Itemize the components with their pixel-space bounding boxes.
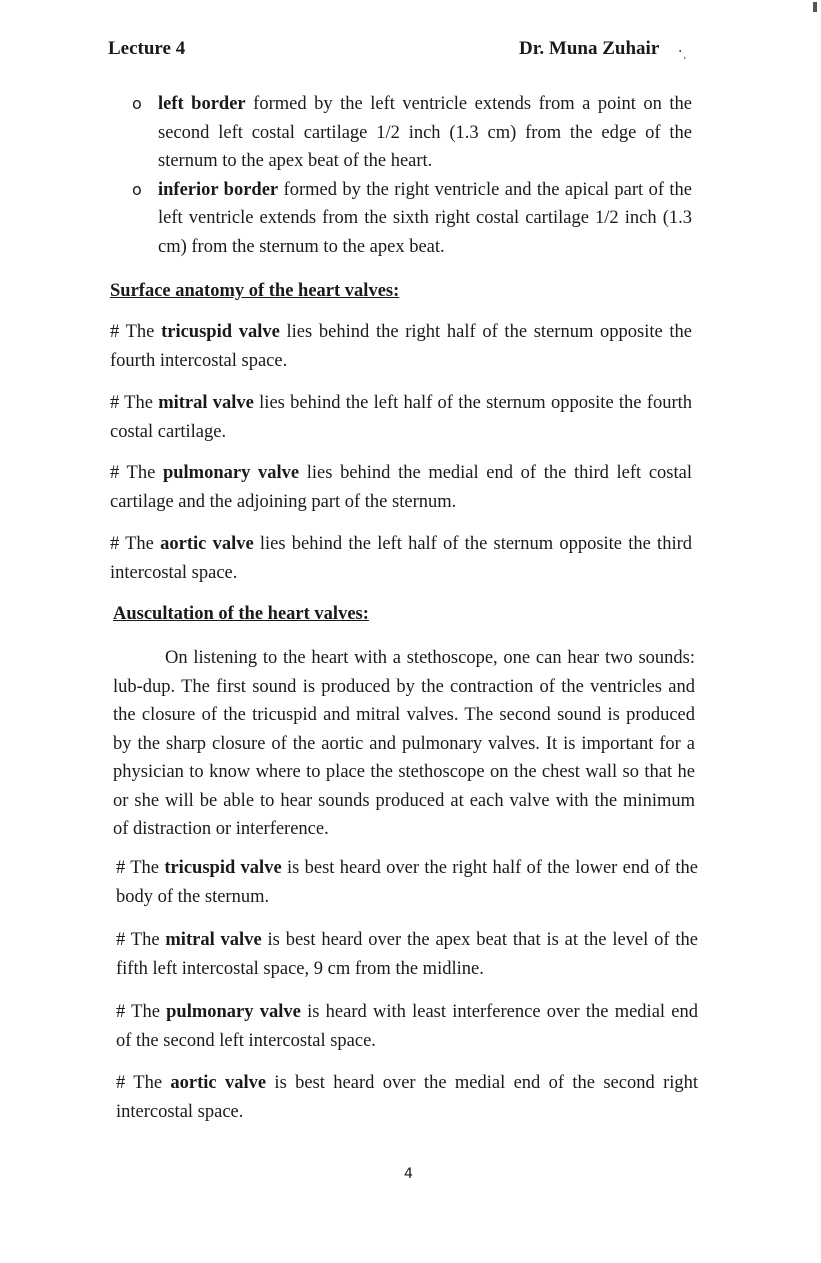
item-text: lies behind the medial end of the third left costal cartilage and the adjoining part of the sternum. — [110, 463, 692, 512]
surface-item-aortic — [110, 530, 692, 587]
auscultation-item-pulmonary — [116, 998, 698, 1055]
auscultation-item-mitral — [116, 926, 698, 983]
item-prefix: # The — [116, 858, 165, 878]
item-term: pulmonary valve — [166, 1002, 301, 1022]
author-name: Dr. Muna Zuhair — [519, 38, 660, 59]
surface-item-tricuspid — [110, 318, 692, 375]
item-text: is best heard over the medial end of the second right intercostal space. — [116, 1073, 699, 1122]
item-term: mitral valve — [165, 930, 262, 950]
bullet-marker: o — [132, 94, 142, 113]
auscultation-item-aortic — [116, 1069, 698, 1126]
item-term: pulmonary valve — [162, 463, 300, 483]
bullet-marker: o — [132, 179, 142, 199]
surface-item-mitral — [110, 389, 692, 446]
bullet-item-left-border — [130, 90, 692, 176]
item-term: tricuspid valve — [161, 322, 280, 342]
bullet-item-inferior-border — [130, 176, 692, 262]
bullet-term: inferior border — [158, 179, 279, 200]
item-term: mitral valve — [158, 393, 254, 413]
auscultation-intro: On listening to the heart with a stethoscope, one can hear two sounds: lub-dup. The first sound is produced by the contraction of the ventricles and the closure of the tricuspid and mitral valves. The second sound is produced by the sharp closure of the aortic and pulmonary valves. It is important for a physician to know where to place the stethoscope on the chest wall so that he or she will be able to hear sounds produced at each valve with the minimum of distraction or interference. — [113, 648, 695, 839]
item-prefix: # The — [116, 1002, 167, 1022]
item-term: aortic valve — [160, 534, 254, 554]
lecture-label: Lecture 4 — [108, 38, 186, 59]
item-text: lies behind the right half of the sternum opposite the fourth intercostal space. — [110, 322, 693, 371]
item-term: tricuspid valve — [164, 858, 282, 878]
item-prefix: # The — [110, 463, 163, 483]
item-text: is heard with least interference over the medial end of the second left intercostal space. — [116, 1002, 698, 1051]
item-text: is best heard over the right half of the lower end of the body of the sternum. — [116, 858, 698, 907]
item-text: lies behind the left half of the sternum opposite the third intercostal space. — [110, 534, 692, 583]
auscultation-heading: Auscultation of the heart valves: — [113, 604, 369, 624]
item-prefix: # The — [110, 534, 161, 554]
item-prefix: # The — [110, 322, 162, 342]
surface-anatomy-heading: Surface anatomy of the heart valves: — [110, 281, 400, 301]
scan-corner-mark — [813, 2, 817, 12]
item-term: aortic valve — [170, 1073, 267, 1093]
page-number: 4 — [404, 1166, 413, 1182]
item-prefix: # The — [116, 930, 166, 950]
header-mark: ‧ˌ — [678, 45, 688, 60]
bullet-text: formed by the left ventricle extends from a point on the second left costal cartilage 1/2 inch (1.3 cm) from the edge of the sternum to the apex beat of the heart. — [158, 94, 692, 171]
auscultation-item-tricuspid — [116, 854, 698, 911]
border-bullet-list — [130, 90, 692, 261]
item-text: lies behind the left half of the sternum opposite the fourth costal cartilage. — [110, 393, 692, 442]
item-text: is best heard over the apex beat that is at the level of the fifth left intercostal space, 9 cm from the midline. — [116, 930, 698, 979]
bullet-text: formed by the right ventricle and the apical part of the left ventricle extends from the sixth right costal cartilage 1/2 inch (1.3 cm) from the sternum to the apex beat. — [158, 179, 692, 257]
item-prefix: # The — [110, 393, 159, 413]
bullet-term: left border — [158, 94, 246, 114]
surface-item-pulmonary — [110, 459, 692, 516]
item-prefix: # The — [116, 1073, 171, 1093]
